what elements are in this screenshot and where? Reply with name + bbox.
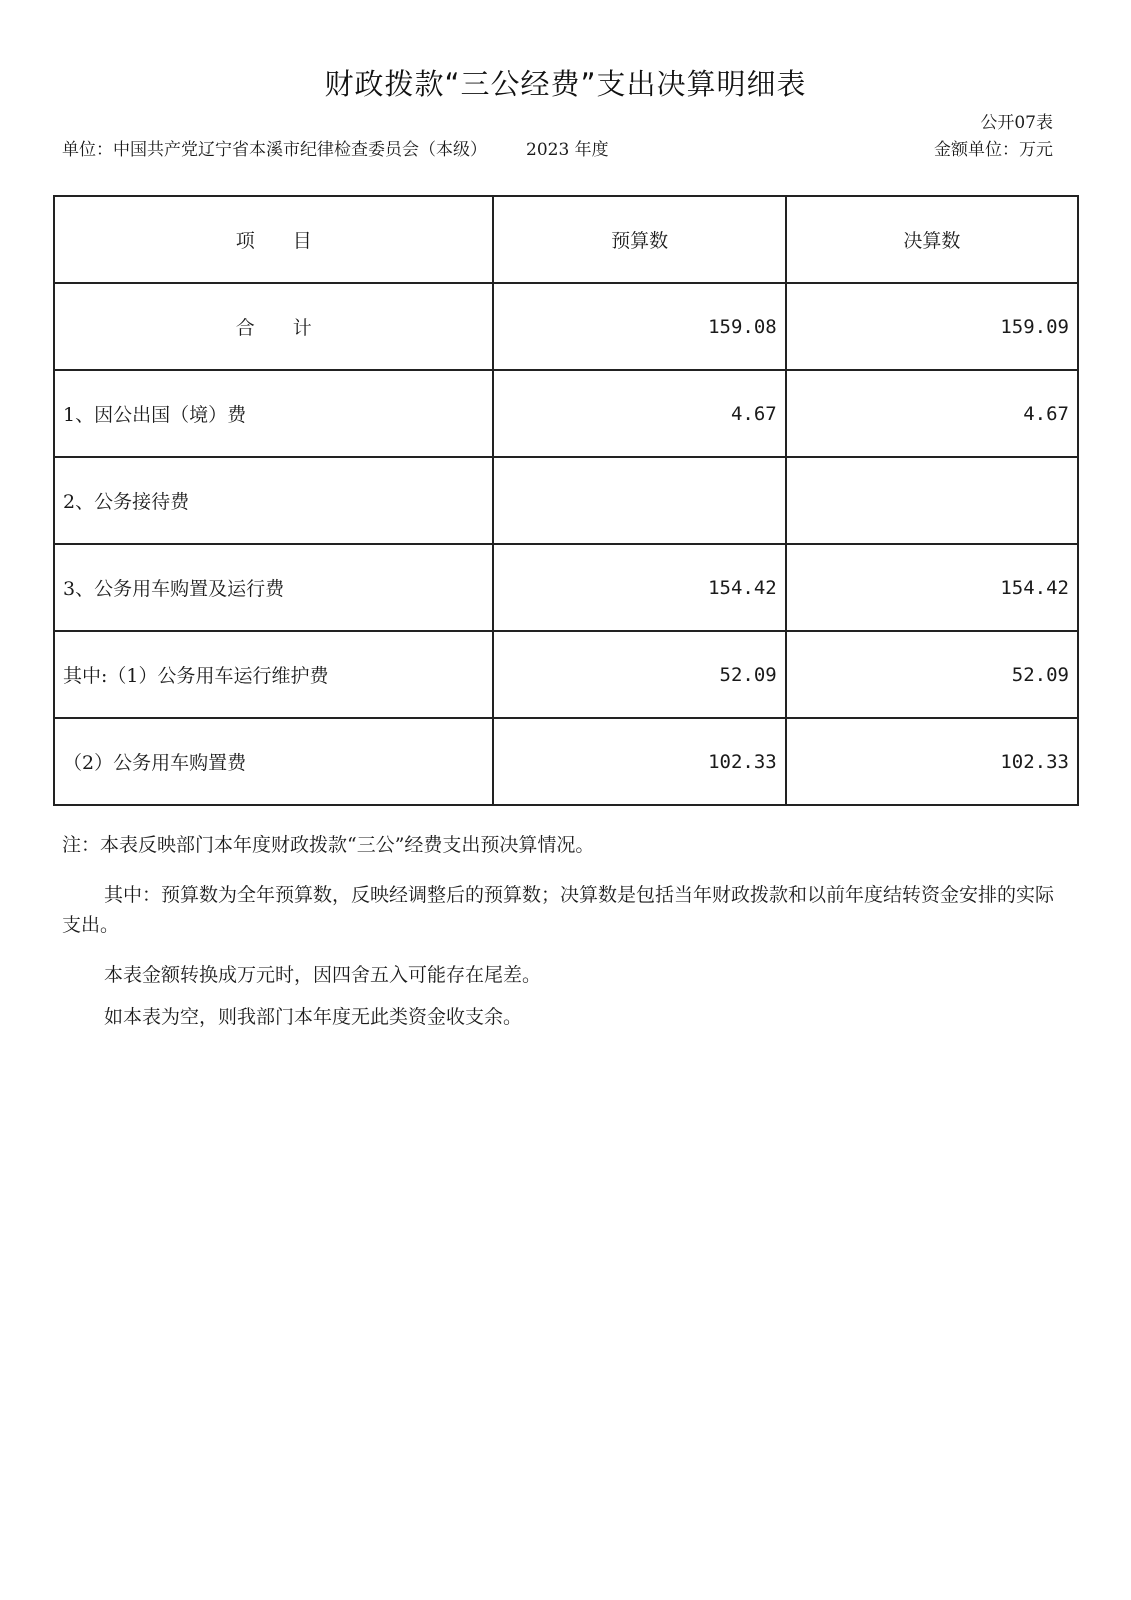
budget-table xyxy=(53,195,1079,806)
row-budget: 4.67 xyxy=(493,370,785,457)
row-final: 52.09 xyxy=(786,631,1078,718)
table-header-row xyxy=(54,196,1078,283)
header-item: 项 目 xyxy=(54,196,493,283)
row-budget: 159.08 xyxy=(493,283,785,370)
row-final xyxy=(786,457,1078,544)
table-row-vehicle-maintenance xyxy=(54,631,1078,718)
table-row-total xyxy=(54,283,1078,370)
note-summary: 注：本表反映部门本年度财政拨款“三公”经费支出预决算情况。 xyxy=(62,834,595,856)
row-label: 3、公务用车购置及运行费 xyxy=(54,544,493,631)
row-label: 1、因公出国（境）费 xyxy=(54,370,493,457)
header-final: 决算数 xyxy=(786,196,1078,283)
row-final: 102.33 xyxy=(786,718,1078,805)
table-row-vehicle-purchase xyxy=(54,718,1078,805)
fiscal-year: 2023 年度 xyxy=(526,140,609,160)
document-title: 财政拨款“三公经费”支出决算明细表 xyxy=(324,67,807,101)
header-budget: 预算数 xyxy=(493,196,785,283)
row-final: 159.09 xyxy=(786,283,1078,370)
row-label: 其中:（1）公务用车运行维护费 xyxy=(54,631,493,718)
table-code: 公开07表 xyxy=(980,113,1053,133)
row-label: （2）公务用车购置费 xyxy=(54,718,493,805)
reporting-unit: 单位：中国共产党辽宁省本溪市纪律检查委员会（本级） xyxy=(62,140,487,160)
note-empty-table: 如本表为空，则我部门本年度无此类资金收支余。 xyxy=(104,1006,523,1028)
row-label: 合 计 xyxy=(54,283,493,370)
table-row-vehicles xyxy=(54,544,1078,631)
row-budget xyxy=(493,457,785,544)
row-final: 154.42 xyxy=(786,544,1078,631)
row-budget: 52.09 xyxy=(493,631,785,718)
table-row-reception xyxy=(54,457,1078,544)
row-budget: 102.33 xyxy=(493,718,785,805)
row-label: 2、公务接待费 xyxy=(54,457,493,544)
note-definitions: 其中：预算数为全年预算数，反映经调整后的预算数；决算数是包括当年财政拨款和以前年度结转资金安排的实际支出。 xyxy=(62,884,1055,936)
row-final: 4.67 xyxy=(786,370,1078,457)
note-rounding: 本表金额转换成万元时，因四舍五入可能存在尾差。 xyxy=(104,964,542,986)
notes-section xyxy=(62,830,1072,1032)
currency-unit: 金额单位：万元 xyxy=(934,140,1053,160)
table-row-overseas xyxy=(54,370,1078,457)
row-budget: 154.42 xyxy=(493,544,785,631)
